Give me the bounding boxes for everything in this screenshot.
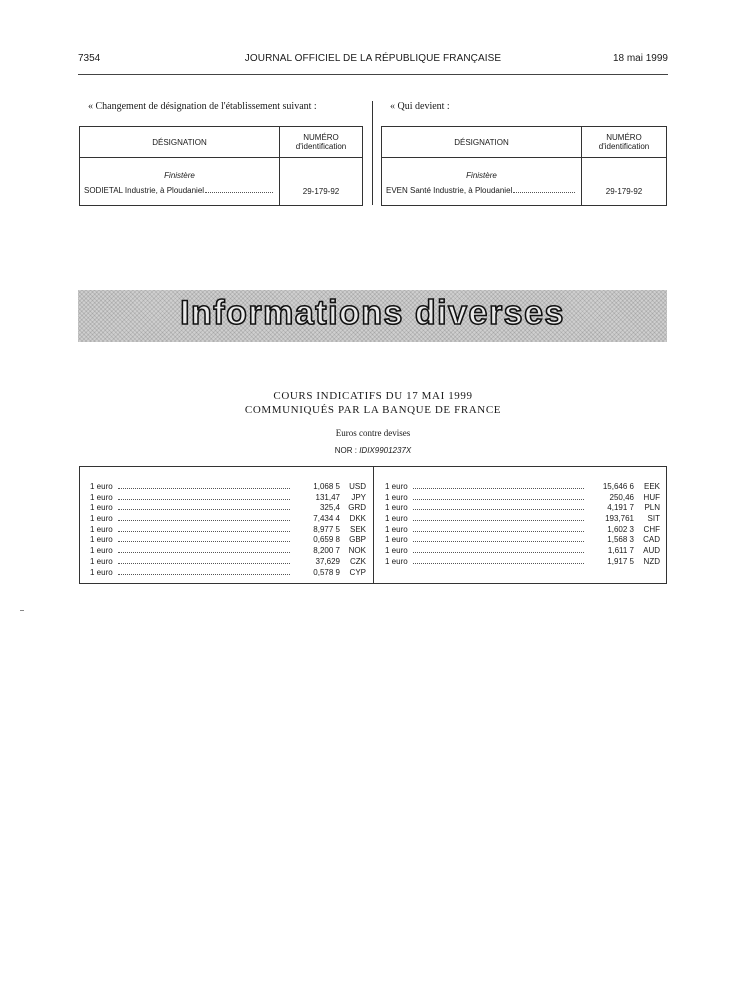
currency-code: CHF xyxy=(643,524,660,534)
currency-code: CYP xyxy=(349,567,366,577)
col-header-number xyxy=(280,127,363,158)
currency-code: PLN xyxy=(644,503,660,513)
rates-column-right xyxy=(385,482,660,568)
rate-unit: 1 euro xyxy=(90,535,113,545)
currency-code: USD xyxy=(349,482,366,491)
col-header-number-line2: d'identification xyxy=(598,142,650,151)
leader-dots xyxy=(413,552,584,553)
header-divider xyxy=(78,74,668,75)
leader-dots xyxy=(513,186,575,193)
exchange-rates-table xyxy=(79,466,667,584)
change-intro-right: « Qui devient : xyxy=(390,101,450,112)
leader-dots xyxy=(118,499,290,500)
rate-value: 7,434 4 xyxy=(313,514,340,524)
designation-table-after xyxy=(381,126,667,206)
rate-row xyxy=(90,514,366,525)
rate-row xyxy=(90,493,366,504)
currency-code: JPY xyxy=(351,492,366,502)
rate-row xyxy=(385,482,660,493)
leader-dots xyxy=(118,488,290,489)
rate-unit: 1 euro xyxy=(385,514,408,524)
establishment-name-text: EVEN Santé Industrie, à Ploudaniel xyxy=(386,186,513,195)
rate-unit: 1 euro xyxy=(90,567,113,577)
rate-row xyxy=(90,557,366,568)
rate-row xyxy=(90,525,366,536)
col-header-number-line1: NUMÉRO xyxy=(606,133,642,142)
col-header-number-line2: d'identification xyxy=(295,142,347,151)
leader-dots xyxy=(118,531,290,532)
rate-unit: 1 euro xyxy=(385,503,408,513)
designation-table-before xyxy=(79,126,363,206)
rate-value: 8,200 7 xyxy=(313,546,340,556)
column-divider xyxy=(372,101,373,205)
leader-dots xyxy=(118,520,290,521)
leader-dots xyxy=(118,541,290,542)
rate-unit: 1 euro xyxy=(385,482,408,491)
currency-code: EEK xyxy=(643,482,660,491)
nor-value: IDIX9901237X xyxy=(359,446,412,455)
rate-unit: 1 euro xyxy=(385,556,408,566)
currency-code: CZK xyxy=(350,556,366,566)
issue-date: 18 mai 1999 xyxy=(612,53,668,64)
currency-code: SEK xyxy=(349,524,366,534)
currency-code: CAD xyxy=(643,535,660,545)
designation-cell xyxy=(382,158,582,206)
rate-unit: 1 euro xyxy=(90,514,113,524)
establishment-name-text: SODIETAL Industrie, à Ploudaniel xyxy=(84,186,205,195)
rates-column-divider xyxy=(373,467,374,583)
rate-value: 37,629 xyxy=(315,556,340,566)
currency-code: NZD xyxy=(643,556,660,566)
rate-value: 131,47 xyxy=(315,492,340,502)
rate-row xyxy=(90,503,366,514)
currency-code: HUF xyxy=(643,492,660,502)
rate-value: 325,4 xyxy=(319,503,340,513)
leader-dots xyxy=(413,531,584,532)
rate-value: 0,659 8 xyxy=(313,535,340,545)
rate-row xyxy=(385,514,660,525)
rates-title-line1: COURS INDICATIFS DU 17 MAI 1999 xyxy=(273,390,473,402)
journal-title: JOURNAL OFFICIEL DE LA RÉPUBLIQUE FRANÇAISE xyxy=(244,53,502,64)
rate-unit: 1 euro xyxy=(90,492,113,502)
leader-dots xyxy=(413,563,584,564)
section-banner xyxy=(78,290,667,342)
rate-row xyxy=(385,503,660,514)
currency-code: DKK xyxy=(349,514,366,524)
rate-value: 4,191 7 xyxy=(607,503,634,513)
page-header xyxy=(78,53,668,69)
change-intro-left: « Changement de désignation de l'établissement suivant : xyxy=(88,101,317,112)
rate-value: 250,46 xyxy=(609,492,634,502)
rate-row xyxy=(90,546,366,557)
nor-label: NOR : xyxy=(334,446,357,455)
rate-value: 1,602 3 xyxy=(607,524,634,534)
identification-number: 29-179-92 xyxy=(582,158,667,206)
rate-unit: 1 euro xyxy=(90,524,113,534)
establishment-name xyxy=(84,186,275,195)
rate-value: 8,977 5 xyxy=(313,524,340,534)
col-header-designation: DÉSIGNATION xyxy=(80,127,280,158)
rate-row xyxy=(90,482,366,493)
leader-dots xyxy=(413,509,584,510)
rate-unit: 1 euro xyxy=(385,492,408,502)
rates-title-line2: COMMUNIQUÉS PAR LA BANQUE DE FRANCE xyxy=(244,404,502,416)
rate-row xyxy=(385,493,660,504)
rate-row xyxy=(385,557,660,568)
rate-row xyxy=(385,546,660,557)
col-header-number-line1: NUMÉRO xyxy=(303,133,339,142)
col-header-designation: DÉSIGNATION xyxy=(382,127,582,158)
currency-code: AUD xyxy=(643,546,660,556)
rate-row xyxy=(385,525,660,536)
rates-column-left xyxy=(90,482,366,578)
rate-value: 1,568 3 xyxy=(607,535,634,545)
rate-value: 193,761 xyxy=(605,514,634,524)
leader-dots xyxy=(413,541,584,542)
rate-unit: 1 euro xyxy=(385,546,408,556)
designation-cell xyxy=(80,158,280,206)
rate-row xyxy=(385,535,660,546)
rate-row xyxy=(90,535,366,546)
leader-dots xyxy=(413,488,584,489)
col-header-number xyxy=(582,127,667,158)
margin-mark xyxy=(20,610,24,611)
rate-unit: 1 euro xyxy=(90,503,113,513)
leader-dots xyxy=(118,574,290,575)
rate-value: 1,611 7 xyxy=(607,546,634,556)
region-label: Finistère xyxy=(164,171,195,180)
rate-unit: 1 euro xyxy=(385,535,408,545)
rate-value: 15,646 6 xyxy=(602,482,634,491)
leader-dots xyxy=(118,509,290,510)
identification-number: 29-179-92 xyxy=(280,158,363,206)
rate-value: 1,068 5 xyxy=(313,482,340,491)
currency-code: SIT xyxy=(647,514,660,524)
rate-value: 1,917 5 xyxy=(607,556,634,566)
rate-row xyxy=(90,568,366,579)
rate-unit: 1 euro xyxy=(90,482,113,491)
currency-code: GRD xyxy=(348,503,366,513)
currency-code: NOK xyxy=(348,546,366,556)
establishment-name xyxy=(386,186,577,195)
rate-unit: 1 euro xyxy=(90,546,113,556)
page-number: 7354 xyxy=(78,53,101,64)
rates-subtitle: Euros contre devises xyxy=(335,428,411,438)
nor-reference xyxy=(78,446,668,455)
rate-unit: 1 euro xyxy=(385,524,408,534)
region-label: Finistère xyxy=(466,171,497,180)
currency-code: GBP xyxy=(349,535,366,545)
leader-dots xyxy=(413,499,584,500)
section-title: Informations diverses xyxy=(180,294,565,332)
leader-dots xyxy=(205,186,273,193)
leader-dots xyxy=(413,520,584,521)
leader-dots xyxy=(118,552,290,553)
rate-value: 0,578 9 xyxy=(313,567,340,577)
leader-dots xyxy=(118,563,290,564)
rate-unit: 1 euro xyxy=(90,556,113,566)
